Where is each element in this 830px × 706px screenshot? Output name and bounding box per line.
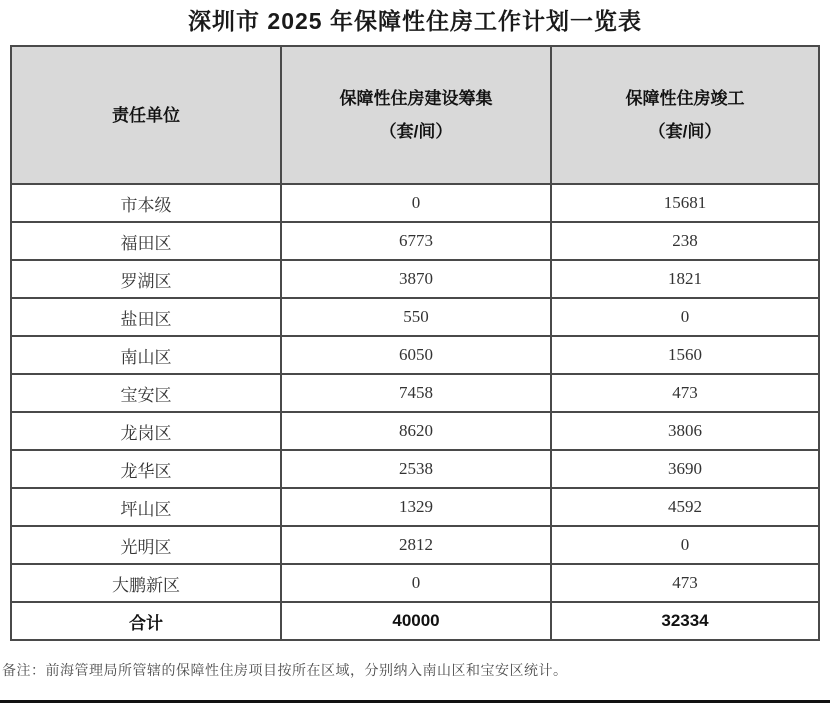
unit-cell: 南山区 (11, 336, 281, 374)
unit-cell: 坪山区 (11, 488, 281, 526)
header-construction-cell (281, 46, 551, 184)
housing-plan-table (10, 45, 820, 641)
header-completion-label: 保障性住房竣工 (625, 89, 745, 108)
completion-cell: 3806 (551, 412, 819, 450)
unit-cell: 光明区 (11, 526, 281, 564)
header-completion-unit-label: （套/间） (648, 122, 722, 141)
unit-cell: 市本级 (11, 184, 281, 222)
bottom-divider (0, 700, 830, 703)
construction-cell: 550 (281, 298, 551, 336)
table-row (11, 488, 819, 526)
unit-cell: 盐田区 (11, 298, 281, 336)
construction-cell: 1329 (281, 488, 551, 526)
completion-cell: 473 (551, 564, 819, 602)
table-row (11, 450, 819, 488)
header-unit-cell (11, 46, 281, 184)
construction-cell: 3870 (281, 260, 551, 298)
header-construction-label: 保障性住房建设筹集 (339, 89, 493, 108)
completion-cell: 3690 (551, 450, 819, 488)
unit-cell: 大鹏新区 (11, 564, 281, 602)
header-unit-label: 责任单位 (112, 105, 180, 125)
construction-cell: 7458 (281, 374, 551, 412)
table-row (11, 260, 819, 298)
table-row (11, 222, 819, 260)
table-row (11, 336, 819, 374)
table-row (11, 526, 819, 564)
unit-cell: 龙华区 (11, 450, 281, 488)
unit-cell: 宝安区 (11, 374, 281, 412)
total-completion-cell: 32334 (551, 602, 819, 640)
table-row (11, 564, 819, 602)
table-row (11, 374, 819, 412)
unit-cell: 龙岗区 (11, 412, 281, 450)
header-completion-cell (551, 46, 819, 184)
total-unit-cell: 合计 (11, 602, 281, 640)
construction-cell: 6050 (281, 336, 551, 374)
construction-cell: 6773 (281, 222, 551, 260)
table-row (11, 184, 819, 222)
table-total-row (11, 602, 819, 640)
construction-cell: 2812 (281, 526, 551, 564)
unit-cell: 罗湖区 (11, 260, 281, 298)
construction-cell: 0 (281, 184, 551, 222)
completion-cell: 15681 (551, 184, 819, 222)
total-construction-cell: 40000 (281, 602, 551, 640)
page-title: 深圳市 2025 年保障性住房工作计划一览表 (188, 8, 642, 34)
table-row (11, 412, 819, 450)
completion-cell: 0 (551, 298, 819, 336)
completion-cell: 473 (551, 374, 819, 412)
completion-cell: 0 (551, 526, 819, 564)
completion-cell: 1821 (551, 260, 819, 298)
completion-cell: 1560 (551, 336, 819, 374)
table-header-row (11, 46, 819, 184)
completion-cell: 238 (551, 222, 819, 260)
construction-cell: 2538 (281, 450, 551, 488)
footnote: 备注：前海管理局所管辖的保障性住房项目按所在区域，分别纳入南山区和宝安区统计。 (2, 664, 568, 679)
table-row (11, 298, 819, 336)
header-construction-unit-label: （套/间） (379, 122, 453, 141)
completion-cell: 4592 (551, 488, 819, 526)
construction-cell: 0 (281, 564, 551, 602)
unit-cell: 福田区 (11, 222, 281, 260)
construction-cell: 8620 (281, 412, 551, 450)
